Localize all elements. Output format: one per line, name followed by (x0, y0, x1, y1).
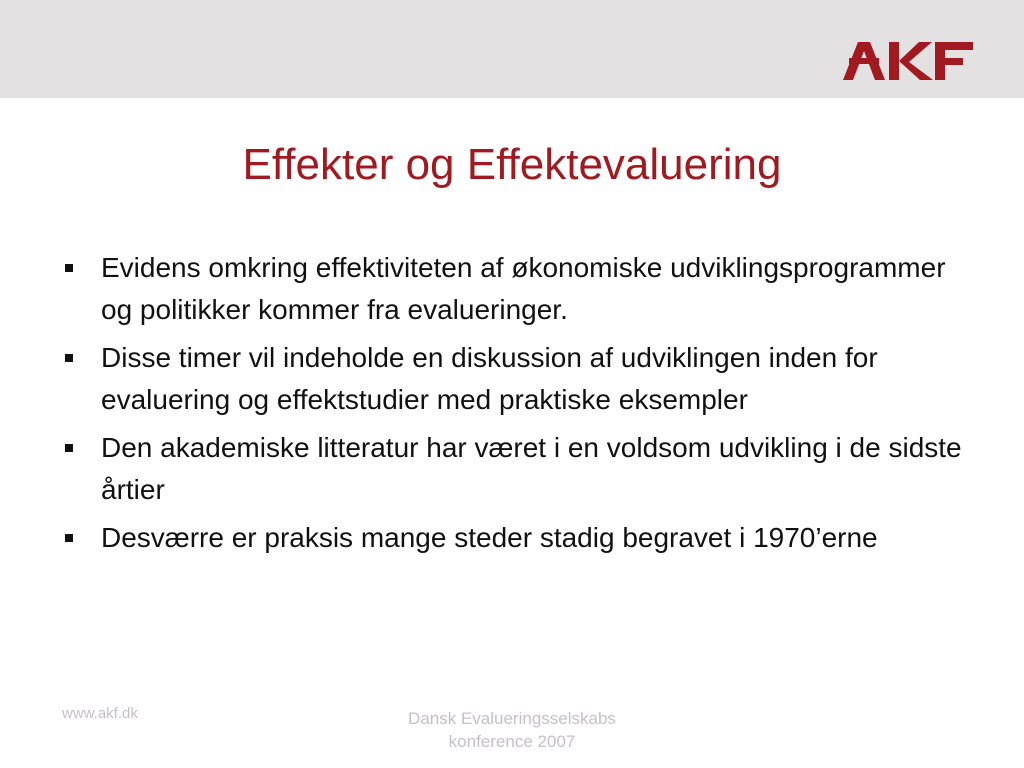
slide-title: Effekter og Effektevaluering (242, 140, 782, 189)
square-bullet-icon (65, 264, 73, 272)
bullet-list (62, 247, 962, 566)
square-bullet-icon (65, 354, 73, 362)
bullet-text: Evidens omkring effektiviteten af økonomiske udviklingsprogrammer og politikker kommer fra evalueringer. (101, 252, 946, 325)
footer-conference-line2: konference 2007 (448, 732, 576, 751)
square-bullet-icon (65, 444, 73, 452)
akf-logo-icon (843, 42, 973, 80)
footer-conference-line1: Dansk Evalueringsselskabs (408, 709, 616, 728)
square-bullet-icon (65, 534, 73, 542)
header-band (0, 0, 1024, 98)
bullet-item (62, 517, 962, 559)
bullet-item (62, 427, 962, 510)
bullet-item (62, 337, 962, 420)
footer-url: www.akf.dk (62, 705, 138, 722)
footer-conference (362, 707, 662, 753)
bullet-text: Disse timer vil indeholde en diskussion af udviklingen inden for evaluering og effektstudier med praktiske eksempler (101, 342, 878, 415)
bullet-item (62, 247, 962, 330)
bullet-text: Den akademiske litteratur har været i en voldsom udvikling i de sidste årtier (101, 432, 962, 505)
bullet-text: Desværre er praksis mange steder stadig begravet i 1970’erne (101, 522, 878, 553)
